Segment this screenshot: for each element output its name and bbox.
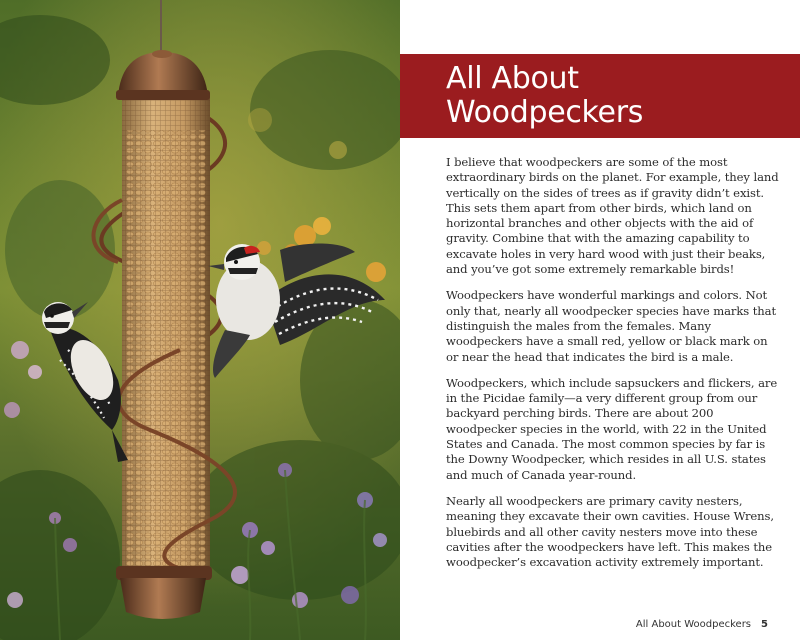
footer-section-title: All About Woodpeckers (635, 619, 752, 630)
page-number: 5 (761, 619, 768, 630)
paragraph: Woodpeckers, which include sapsuckers and flickers, are in the Picidae family—a very different group from our backyard perching birds. There are about 200 woodpecker species in the world, with 22 in the United States and Canada. The most common species by far is the Downy Woodpecker, which resides in all U.S. states and much of Canada year-round. (446, 375, 778, 482)
paragraph: I believe that woodpeckers are some of the most extraordinary birds on the planet. For example, they land vertically on the sides of trees as if gravity didn’t exist. This sets them apart from other birds, which land on horizontal branches and other objects with the aid of gravity. Combine that with the amazing capability to excavate holes in very hard wood with just their beaks, and you’ve got some extremely remarkable birds! (446, 155, 779, 277)
body-text (446, 155, 782, 581)
title-line-2: Woodpeckers (446, 95, 644, 130)
paragraph: Woodpeckers have wonderful markings and colors. Not only that, nearly all woodpecker species have marks that distinguish the males from the females. Many woodpeckers have a small red, yellow or black mark on or near the head that indicates the bird is a male. (446, 288, 777, 364)
page-title (446, 62, 643, 130)
title-line-1: All About (446, 61, 579, 96)
page-footer (636, 619, 768, 630)
title-banner (400, 54, 800, 138)
text-page (400, 0, 800, 640)
paragraph: Nearly all woodpeckers are primary cavity nesters, meaning they excavate their own cavities. House Wrens, bluebirds and all other cavity nesters move into these cavities after the woodpeckers have left. This makes the woodpecker’s excavation activity extremely important. (446, 493, 774, 570)
